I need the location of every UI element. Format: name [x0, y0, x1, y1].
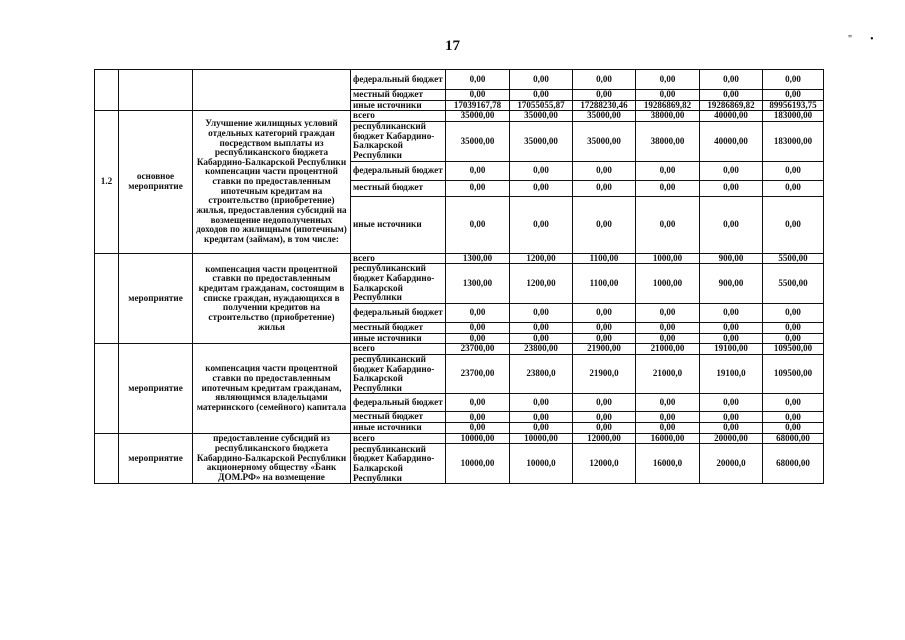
amount-cell: 12000,0 — [573, 444, 636, 484]
amount-cell: 1100,00 — [573, 253, 636, 264]
amount-cell: 0,00 — [446, 303, 510, 322]
measure-status: мероприятие — [119, 344, 193, 434]
funding-source: республиканский бюджет Кабардино-Балкарской Республики — [351, 264, 446, 304]
amount-cell: 21900,0 — [573, 354, 636, 394]
amount-cell: 40000,00 — [700, 111, 763, 122]
amount-cell: 20000,00 — [700, 433, 763, 444]
amount-cell: 0,00 — [763, 322, 824, 333]
amount-cell: 0,00 — [510, 70, 573, 90]
amount-cell: 0,00 — [636, 90, 700, 101]
amount-cell: 21900,00 — [573, 344, 636, 355]
amount-cell: 0,00 — [700, 394, 763, 412]
amount-cell: 0,00 — [446, 333, 510, 344]
table-row — [95, 344, 824, 355]
amount-cell: 0,00 — [446, 90, 510, 101]
amount-cell: 1300,00 — [446, 264, 510, 304]
amount-cell: 0,00 — [510, 303, 573, 322]
amount-cell: 0,00 — [573, 161, 636, 180]
funding-source: федеральный бюджет — [351, 70, 446, 90]
amount-cell: 0,00 — [700, 423, 763, 434]
amount-cell: 17055055,87 — [510, 100, 573, 111]
amount-cell: 0,00 — [636, 412, 700, 423]
amount-cell: 1300,00 — [446, 253, 510, 264]
amount-cell: 0,00 — [510, 394, 573, 412]
funding-source: местный бюджет — [351, 412, 446, 423]
amount-cell: 0,00 — [763, 412, 824, 423]
amount-cell: 0,00 — [510, 180, 573, 196]
amount-cell: 0,00 — [700, 196, 763, 253]
amount-cell: 16000,0 — [636, 444, 700, 484]
amount-cell: 35000,00 — [510, 121, 573, 161]
funding-source: всего — [351, 253, 446, 264]
amount-cell: 1000,00 — [636, 264, 700, 304]
amount-cell: 0,00 — [636, 423, 700, 434]
row-number — [95, 253, 119, 344]
funding-source: иные источники — [351, 196, 446, 253]
measure-name — [193, 70, 351, 111]
amount-cell: 0,00 — [700, 333, 763, 344]
funding-source: всего — [351, 111, 446, 122]
amount-cell: 0,00 — [763, 423, 824, 434]
corner-mark: " — [848, 34, 871, 45]
amount-cell: 5500,00 — [763, 264, 824, 304]
amount-cell: 38000,00 — [636, 111, 700, 122]
amount-cell: 1200,00 — [510, 264, 573, 304]
amount-cell: 0,00 — [573, 423, 636, 434]
amount-cell: 10000,0 — [510, 444, 573, 484]
amount-cell: 0,00 — [446, 322, 510, 333]
amount-cell: 19100,0 — [700, 354, 763, 394]
funding-source: иные источники — [351, 423, 446, 434]
amount-cell: 0,00 — [700, 90, 763, 101]
amount-cell: 0,00 — [700, 303, 763, 322]
row-number — [95, 344, 119, 434]
amount-cell: 109500,00 — [763, 344, 824, 355]
row-number: 1.2 — [95, 111, 119, 253]
amount-cell: 21000,00 — [636, 344, 700, 355]
amount-cell: 35000,00 — [573, 111, 636, 122]
amount-cell: 10000,00 — [446, 433, 510, 444]
table-row — [95, 70, 824, 90]
funding-source: всего — [351, 433, 446, 444]
amount-cell: 0,00 — [446, 70, 510, 90]
amount-cell: 0,00 — [573, 196, 636, 253]
row-number — [95, 433, 119, 484]
funding-source: республиканский бюджет Кабардино-Балкарской Республики — [351, 354, 446, 394]
amount-cell: 0,00 — [700, 70, 763, 90]
amount-cell: 40000,00 — [700, 121, 763, 161]
amount-cell: 12000,00 — [573, 433, 636, 444]
amount-cell: 0,00 — [446, 196, 510, 253]
corner-marks — [848, 34, 892, 45]
amount-cell: 68000,00 — [763, 433, 824, 444]
amount-cell: 0,00 — [446, 423, 510, 434]
funding-source: иные источники — [351, 100, 446, 111]
amount-cell: 0,00 — [636, 180, 700, 196]
amount-cell: 0,00 — [510, 412, 573, 423]
amount-cell: 17039167,78 — [446, 100, 510, 111]
measure-status — [119, 70, 193, 111]
funding-source: республиканский бюджет Кабардино-Балкарской Республики — [351, 121, 446, 161]
amount-cell: 23800,0 — [510, 354, 573, 394]
table-row — [95, 253, 824, 264]
amount-cell: 23800,00 — [510, 344, 573, 355]
funding-source: всего — [351, 344, 446, 355]
amount-cell: 1000,00 — [636, 253, 700, 264]
amount-cell: 35000,00 — [446, 121, 510, 161]
amount-cell: 0,00 — [573, 394, 636, 412]
amount-cell: 0,00 — [763, 90, 824, 101]
amount-cell: 0,00 — [573, 70, 636, 90]
measure-status: мероприятие — [119, 253, 193, 344]
table-row — [95, 111, 824, 122]
amount-cell: 0,00 — [636, 333, 700, 344]
amount-cell: 0,00 — [573, 412, 636, 423]
amount-cell: 35000,00 — [510, 111, 573, 122]
amount-cell: 0,00 — [763, 394, 824, 412]
amount-cell: 0,00 — [763, 180, 824, 196]
amount-cell: 5500,00 — [763, 253, 824, 264]
amount-cell: 19286869,82 — [700, 100, 763, 111]
funding-source: местный бюджет — [351, 180, 446, 196]
amount-cell: 900,00 — [700, 264, 763, 304]
amount-cell: 183000,00 — [763, 121, 824, 161]
amount-cell: 0,00 — [510, 161, 573, 180]
amount-cell: 0,00 — [510, 423, 573, 434]
funding-source: местный бюджет — [351, 322, 446, 333]
amount-cell: 17288230,46 — [573, 100, 636, 111]
page-number: 17 — [445, 38, 460, 54]
amount-cell: 0,00 — [763, 161, 824, 180]
corner-mark: • — [870, 34, 892, 45]
row-number — [95, 70, 119, 111]
amount-cell: 89956193,75 — [763, 100, 824, 111]
amount-cell: 0,00 — [700, 322, 763, 333]
amount-cell: 1200,00 — [510, 253, 573, 264]
amount-cell: 0,00 — [446, 180, 510, 196]
amount-cell: 19286869,82 — [636, 100, 700, 111]
amount-cell: 0,00 — [573, 303, 636, 322]
measure-name: компенсация части процентной ставки по предоставленным ипотечным кредитам гражданам, являющимся владельцами материнского (семейного) капитала — [193, 344, 351, 434]
measure-name: компенсация части процентной ставки по предоставленным кредитам гражданам, состоящим в списке граждан, нуждающихся в получении кредитов на строительство (приобретение) жилья — [193, 253, 351, 344]
amount-cell: 0,00 — [763, 303, 824, 322]
amount-cell: 0,00 — [700, 412, 763, 423]
amount-cell: 35000,00 — [446, 111, 510, 122]
funding-source: республиканский бюджет Кабардино-Балкарской Республики — [351, 444, 446, 484]
measure-name: предоставление субсидий из республиканского бюджета Кабардино-Балкарской Республики акционерному обществу «Банк ДОМ.РФ» на возмещение — [193, 433, 351, 484]
table-row — [95, 433, 824, 444]
funding-source: федеральный бюджет — [351, 161, 446, 180]
amount-cell: 183000,00 — [763, 111, 824, 122]
amount-cell: 0,00 — [763, 70, 824, 90]
amount-cell: 16000,00 — [636, 433, 700, 444]
amount-cell: 68000,00 — [763, 444, 824, 484]
amount-cell: 0,00 — [636, 322, 700, 333]
funding-source: федеральный бюджет — [351, 394, 446, 412]
amount-cell: 1100,00 — [573, 264, 636, 304]
amount-cell: 0,00 — [510, 196, 573, 253]
amount-cell: 0,00 — [446, 161, 510, 180]
amount-cell: 0,00 — [573, 333, 636, 344]
amount-cell: 0,00 — [510, 322, 573, 333]
amount-cell: 0,00 — [700, 161, 763, 180]
amount-cell: 900,00 — [700, 253, 763, 264]
amount-cell: 0,00 — [636, 196, 700, 253]
funding-source: иные источники — [351, 333, 446, 344]
amount-cell: 0,00 — [446, 394, 510, 412]
amount-cell: 23700,00 — [446, 354, 510, 394]
measure-name: Улучшение жилищных условий отдельных категорий граждан посредством выплаты из республиканского бюджета Кабардино-Балкарской Республики компенсации части процентной ставки по предоставленным ипотечным кредитам на строительство (приобретение) жилья, предоставления субсидий на возмещение недополученных доходов по жилищным (ипотечным) кредитам (займам), в том числе: — [193, 111, 351, 253]
amount-cell: 38000,00 — [636, 121, 700, 161]
measure-status: основное мероприятие — [119, 111, 193, 253]
amount-cell: 0,00 — [573, 180, 636, 196]
amount-cell: 10000,00 — [446, 444, 510, 484]
amount-cell: 0,00 — [573, 90, 636, 101]
amount-cell: 21000,0 — [636, 354, 700, 394]
amount-cell: 35000,00 — [573, 121, 636, 161]
amount-cell: 0,00 — [510, 90, 573, 101]
amount-cell: 0,00 — [446, 412, 510, 423]
amount-cell: 23700,00 — [446, 344, 510, 355]
amount-cell: 0,00 — [763, 333, 824, 344]
amount-cell: 0,00 — [636, 161, 700, 180]
amount-cell: 0,00 — [636, 394, 700, 412]
funding-source: местный бюджет — [351, 90, 446, 101]
amount-cell: 0,00 — [636, 303, 700, 322]
amount-cell: 0,00 — [573, 322, 636, 333]
amount-cell: 0,00 — [700, 180, 763, 196]
amount-cell: 0,00 — [636, 70, 700, 90]
funding-source: федеральный бюджет — [351, 303, 446, 322]
amount-cell: 0,00 — [510, 333, 573, 344]
amount-cell: 19100,00 — [700, 344, 763, 355]
amount-cell: 20000,0 — [700, 444, 763, 484]
amount-cell: 0,00 — [763, 196, 824, 253]
measure-status: мероприятие — [119, 433, 193, 484]
budget-table — [94, 69, 824, 484]
amount-cell: 10000,00 — [510, 433, 573, 444]
amount-cell: 109500,00 — [763, 354, 824, 394]
